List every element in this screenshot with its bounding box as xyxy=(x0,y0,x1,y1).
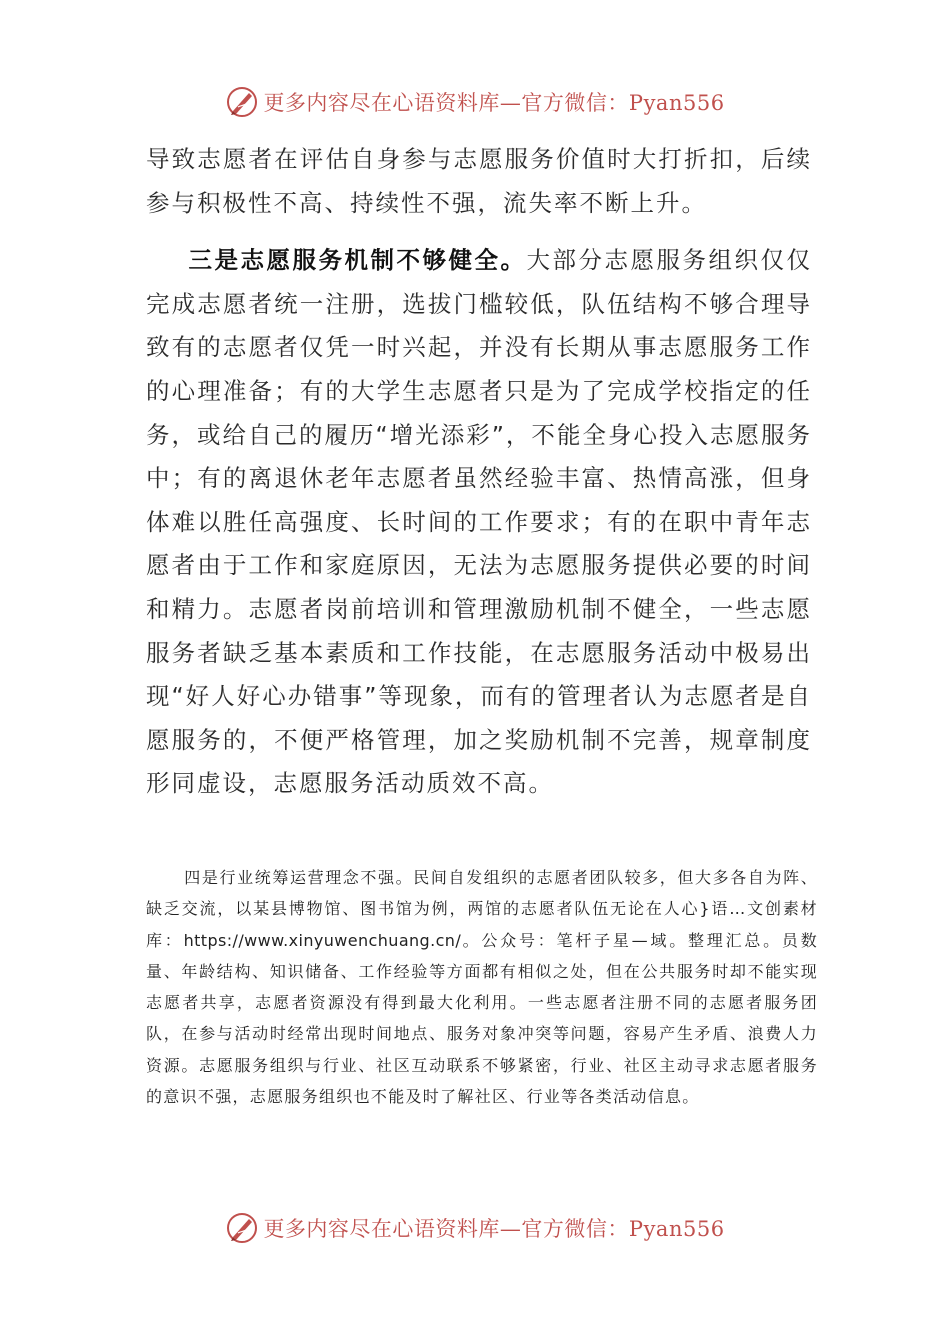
pen-logo-icon xyxy=(225,1211,259,1245)
paragraph-3 xyxy=(146,862,818,1112)
small-text-block xyxy=(146,862,818,1112)
footer-banner-text: 更多内容尽在心语资料库—官方微信：Pyan556 xyxy=(263,1217,725,1241)
paragraph-1: 导致志愿者在评估自身参与志愿服务价值时大打折扣，后续参与积极性不高、持续性不强，流失率不断上升。 xyxy=(146,145,812,217)
website-link: https://www.xinyuwenchuang.cn/ xyxy=(183,930,462,950)
paragraph-2-text: 大部分志愿服务组织仅仅完成志愿者统一注册，选拔门槛较低，队伍结构不够合理导致有的志愿者仅凭一时兴起，并没有长期从事志愿服务工作的心理准备；有的大学生志愿者只是为了完成学校指定的任务，或给自己的履历“增光添彩”，不能全身心投入志愿服务中；有的离退休老年志愿者虽然经验丰富、热情高涨，但身体难以胜任高强度、长时间的工作要求；有的在职中青年志愿者由于工作和家庭原因，无法为志愿服务提供必要的时间和精力。志愿者岗前培训和管理激励机制不健全，一些志愿服务者缺乏基本素质和工作技能，在志愿服务活动中极易出现“好人好心办错事”等现象，而有的管理者认为志愿者是自愿服务的，不便严格管理，加之奖励机制不完善，规章制度形同虚设，志愿服务活动质效不高。 xyxy=(146,246,812,798)
paragraph-3-part1: 四是行业统筹运营理念不强。民间自发组织的志愿者团队较多，但大多各自为阵、缺乏交流，以某县博物馆、图书馆为例，两馆的志愿者队伍无论在人心}语…文创素材库： xyxy=(146,868,818,950)
paragraph-3-part2: 。公众号：笔杆子星—域。整理汇总。员数量、年龄结构、知识储备、工作经验等方面都有相似之处，但在公共服务时却不能实现志愿者共享，志愿者资源没有得到最大化利用。一些志愿者注册不同的志愿者服务团队，在参与活动时经常出现时间地点、服务对象冲突等问题，容易产生矛盾、浪费人力资源。志愿服务组织与行业、社区互动联系不够紧密，行业、社区主动寻求志愿者服务的意识不强，志愿服务组织也不能及时了解社区、行业等各类活动信息。 xyxy=(146,930,819,1107)
footer-banner xyxy=(0,1208,950,1248)
header-banner xyxy=(0,82,950,122)
document-body xyxy=(146,138,812,806)
header-banner-text: 更多内容尽在心语资料库—官方微信：Pyan556 xyxy=(263,91,725,115)
paragraph-2 xyxy=(146,239,812,806)
pen-logo-icon xyxy=(225,85,259,119)
paragraph-2-lead: 三是志愿服务机制不够健全。 xyxy=(188,246,527,275)
